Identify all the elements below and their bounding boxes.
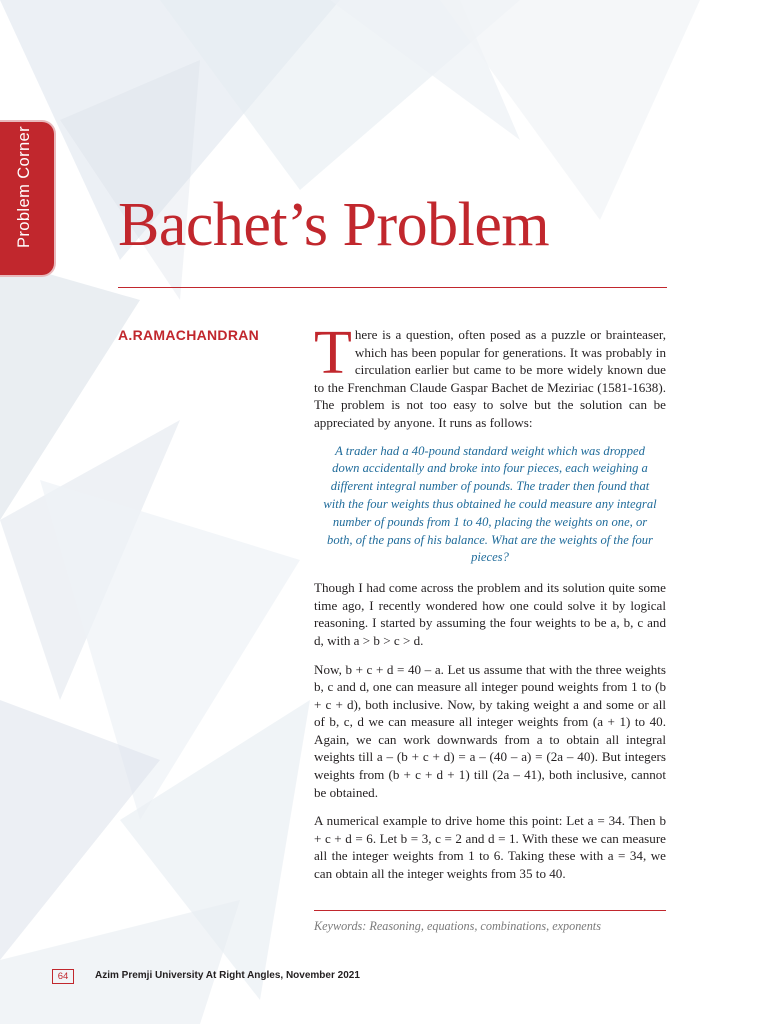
section-tab-label: Problem Corner [14,125,33,249]
intro-paragraph [314,319,666,432]
article-title: Bachet’s Problem [118,191,550,259]
page-number: 64 [52,969,74,984]
body-paragraph: Though I had come across the problem and its solution quite some time ago, I recently wondered how one could solve it by logical reasoning. I started by assuming the four weights to be a, b, c and d, with a > b > c > d. [314,580,666,648]
keywords: Keywords: Reasoning, equations, combinations, exponents [314,919,601,933]
intro-text: here is a question, often posed as a puzzle or brainteaser, which has been popular for generations. It was probably in circulation earlier but came to be more widely known due to the Frenchman Claude Gaspar Bachet de Meziriac (1581-1638). The problem is not too easy to solve but the solution can be appreciated by anyone. It runs as follows: [314,327,666,430]
drop-cap: T [314,319,352,387]
keywords-divider [314,910,666,911]
author-name: A.RAMACHANDRAN [118,327,260,343]
article-body [314,319,666,894]
title-divider [118,287,667,288]
problem-statement: A trader had a 40-pound standard weight which was dropped down accidentally and broke into four pieces, each weighing a different integral number of pounds. The trader then found that with the four weights thus obtained he could measure any integral number of pounds from 1 to 40, placing the weights on one, or both, of the pans of his balance. What are the weights of the four pieces? [323,443,657,565]
footer-text: Azim Premji University At Right Angles, November 2021 [95,970,360,981]
body-paragraph: Now, b + c + d = 40 – a. Let us assume that with the three weights b, c and d, one can measure all integer pound weights from 1 to (b + c + d), both inclusive. Now, by taking weight a and some or all of b, c, d we can measure all integer weights from (a + 1) to 40. Again, we can work downwards from a to obtain all integral weights till a – (b + c + d) = a – (40 – a) = (2a – 40). But integers weights from (b + c + d + 1) till (2a – 41), both inclusive, cannot be obtained. [314,661,666,800]
body-paragraph: A numerical example to drive home this point: Let a = 34. Then b + c + d = 6. Let b = 3, c = 2 and d = 1. With these we can measure all the integer weights from 1 to 6. Taking these with a = 34, we can obtain all the integer weights from 35 to 40. [314,813,666,882]
